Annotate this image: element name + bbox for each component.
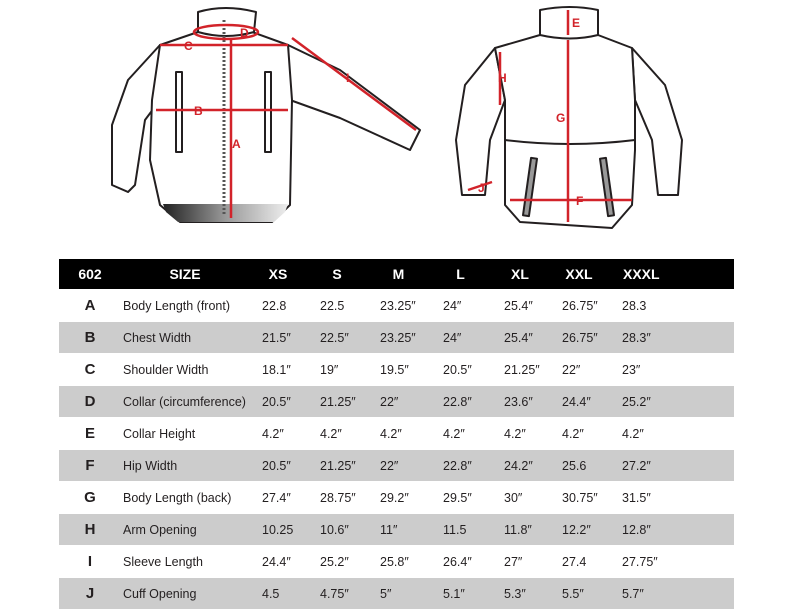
measurement-label: Collar Height [121, 418, 249, 450]
measurement-value: 24.4″ [549, 386, 609, 418]
measurement-code: I [59, 546, 121, 578]
label-a: A [232, 137, 241, 151]
measurement-value: 27.2″ [609, 450, 734, 482]
measurement-value: 26.75″ [549, 290, 609, 322]
front-left-pocket [176, 72, 182, 152]
measurement-value: 10.25 [249, 514, 307, 546]
measurement-value: 25.4″ [491, 322, 549, 354]
label-j: J [478, 181, 485, 195]
measurement-value: 28.75″ [307, 482, 367, 514]
header-m: M [367, 259, 430, 290]
measurement-code: A [59, 290, 121, 322]
measurement-value: 27.4 [549, 546, 609, 578]
measurement-value: 24.2″ [491, 450, 549, 482]
measurement-value: 22.5″ [307, 322, 367, 354]
measurement-value: 22.8 [249, 290, 307, 322]
table-row [59, 418, 734, 450]
label-e: E [572, 16, 580, 30]
header-xxxl: XXXL [609, 259, 734, 290]
measurement-value: 4.2″ [307, 418, 367, 450]
measurement-value: 4.2″ [609, 418, 734, 450]
measurement-value: 11″ [367, 514, 430, 546]
measurement-label: Hip Width [121, 450, 249, 482]
measurement-value: 30.75″ [549, 482, 609, 514]
measurement-value: 28.3 [609, 290, 734, 322]
table-row [59, 290, 734, 322]
measurement-value: 4.2″ [367, 418, 430, 450]
measurement-value: 28.3″ [609, 322, 734, 354]
label-g: G [556, 111, 565, 125]
measurement-label: Collar (circumference) [121, 386, 249, 418]
table-row [59, 514, 734, 546]
measurement-value: 22.8″ [430, 450, 491, 482]
measurement-code: H [59, 514, 121, 546]
table-row [59, 354, 734, 386]
header-size: SIZE [121, 259, 249, 290]
measurement-value: 20.5″ [249, 386, 307, 418]
measurement-value: 20.5″ [430, 354, 491, 386]
measurement-value: 12.8″ [609, 514, 734, 546]
measurement-value: 24″ [430, 290, 491, 322]
measurement-value: 18.1″ [249, 354, 307, 386]
measurement-label: Chest Width [121, 322, 249, 354]
measurement-value: 4.2″ [491, 418, 549, 450]
label-h: H [498, 71, 507, 85]
header-l: L [430, 259, 491, 290]
jacket-measurement-diagram [0, 0, 800, 250]
measurement-value: 25.8″ [367, 546, 430, 578]
measurement-value: 11.5 [430, 514, 491, 546]
measurement-value: 12.2″ [549, 514, 609, 546]
front-right-sleeve [288, 45, 420, 150]
header-xxl: XXL [549, 259, 609, 290]
header-model-number: 602 [59, 259, 121, 290]
measurement-code: J [59, 578, 121, 609]
measurement-label: Body Length (front) [121, 290, 249, 322]
label-f: F [576, 194, 583, 208]
measurement-value: 4.2″ [549, 418, 609, 450]
measurement-value: 25.4″ [491, 290, 549, 322]
measurement-value: 5″ [367, 578, 430, 609]
measurement-value: 22″ [367, 386, 430, 418]
measurement-label: Cuff Opening [121, 578, 249, 609]
measurement-label: Sleeve Length [121, 546, 249, 578]
measurement-value: 31.5″ [609, 482, 734, 514]
measurement-value: 11.8″ [491, 514, 549, 546]
measurement-value: 29.5″ [430, 482, 491, 514]
measurement-value: 27″ [491, 546, 549, 578]
measurement-value: 21.25″ [491, 354, 549, 386]
measurement-value: 26.4″ [430, 546, 491, 578]
header-s: S [307, 259, 367, 290]
measurement-value: 19″ [307, 354, 367, 386]
measurement-value: 30″ [491, 482, 549, 514]
measurement-value: 4.75″ [307, 578, 367, 609]
measurement-value: 21.25″ [307, 386, 367, 418]
measurement-value: 21.5″ [249, 322, 307, 354]
measurement-value: 21.25″ [307, 450, 367, 482]
label-d: D [240, 26, 249, 40]
measurement-value: 25.2″ [307, 546, 367, 578]
label-i: I [346, 71, 349, 85]
table-row [59, 578, 734, 609]
measurement-code: G [59, 482, 121, 514]
measurement-value: 23.6″ [491, 386, 549, 418]
measurement-value: 10.6″ [307, 514, 367, 546]
measurement-value: 24″ [430, 322, 491, 354]
measurement-value: 22″ [367, 450, 430, 482]
measurement-value: 27.4″ [249, 482, 307, 514]
back-right-sleeve [632, 48, 682, 195]
measurement-label: Shoulder Width [121, 354, 249, 386]
table-row [59, 322, 734, 354]
label-c: C [184, 39, 193, 53]
size-chart-table [59, 259, 734, 609]
measurement-value: 4.2″ [249, 418, 307, 450]
measurement-value: 23.25″ [367, 322, 430, 354]
measurement-label: Arm Opening [121, 514, 249, 546]
table-row [59, 546, 734, 578]
measurement-value: 23.25″ [367, 290, 430, 322]
measurement-value: 25.6 [549, 450, 609, 482]
measurement-value: 5.7″ [609, 578, 734, 609]
measurement-value: 4.2″ [430, 418, 491, 450]
measurement-value: 24.4″ [249, 546, 307, 578]
measurement-value: 22.5 [307, 290, 367, 322]
front-jacket-drawing [112, 8, 420, 222]
measurement-label: Body Length (back) [121, 482, 249, 514]
measurement-value: 22″ [549, 354, 609, 386]
measurement-value: 20.5″ [249, 450, 307, 482]
measurement-value: 27.75″ [609, 546, 734, 578]
measurement-value: 23″ [609, 354, 734, 386]
table-row [59, 482, 734, 514]
measurement-code: F [59, 450, 121, 482]
measurement-value: 5.1″ [430, 578, 491, 609]
size-chart-header [59, 259, 734, 290]
measurement-value: 25.2″ [609, 386, 734, 418]
measurement-value: 5.5″ [549, 578, 609, 609]
measurement-code: C [59, 354, 121, 386]
measurement-value: 22.8″ [430, 386, 491, 418]
table-row [59, 386, 734, 418]
table-row [59, 450, 734, 482]
measurement-code: B [59, 322, 121, 354]
measurement-value: 19.5″ [367, 354, 430, 386]
label-b: B [194, 104, 203, 118]
header-xl: XL [491, 259, 549, 290]
measurement-value: 5.3″ [491, 578, 549, 609]
measurement-code: E [59, 418, 121, 450]
front-right-pocket [265, 72, 271, 152]
measurement-value: 4.5 [249, 578, 307, 609]
header-xs: XS [249, 259, 307, 290]
measurement-code: D [59, 386, 121, 418]
measurement-value: 29.2″ [367, 482, 430, 514]
measurement-value: 26.75″ [549, 322, 609, 354]
